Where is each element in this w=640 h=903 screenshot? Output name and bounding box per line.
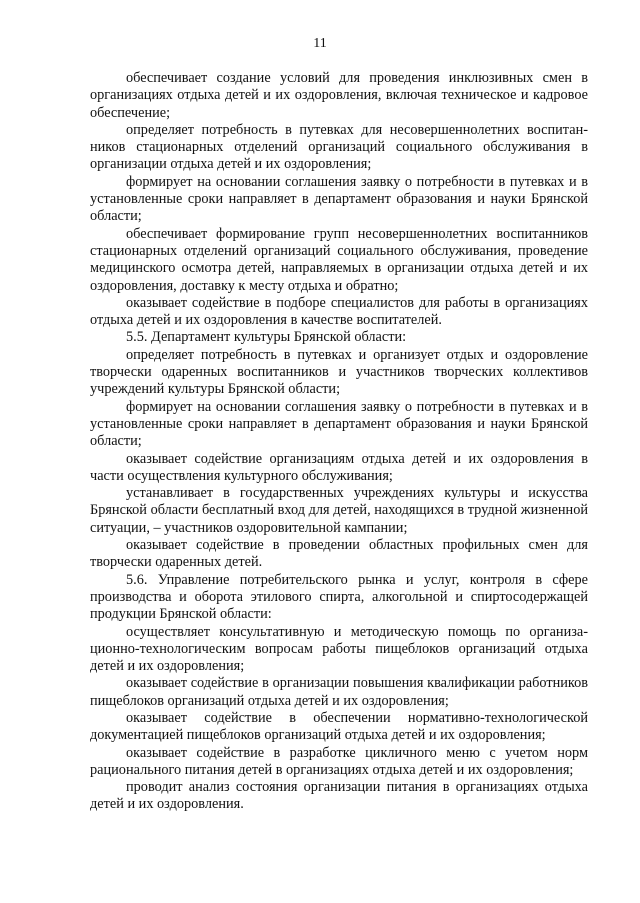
paragraph: оказывает содействие в разработке цикличного меню с учетом норм рационального питания детей в организациях отдыха детей и их оздоровления; — [90, 744, 588, 778]
paragraph: оказывает содействие в подборе специалистов для работы в организациях отдыха детей и их оздоровления в качестве воспитателей. — [90, 294, 588, 329]
document-body — [90, 70, 588, 814]
paragraph: оказывает содействие в проведении областных профильных смен для творчески одаренных детей. — [90, 537, 588, 571]
paragraph: оказывает содействие в обеспечении нормативно-технологической документацией пищеблоков организаций отдыха детей и их оздоровления; — [90, 709, 588, 744]
paragraph: обеспечивает создание условий для проведения инклюзивных смен в организациях отдыха детей и их оздоровления, включая техническое и кадровое обеспечение; — [90, 70, 588, 121]
paragraph: осуществляет консультативную и методическую помощь по организационно-технологическим вопросам работы пищеблоков организаций отдыха детей и их оздоровления; — [90, 623, 588, 675]
paragraph: проводит анализ состояния организации питания в организациях отдыха детей и их оздоровления. — [90, 779, 588, 813]
paragraph: определяет потребность в путевках для несовершеннолетних воспитанников стационарных отделений организаций социального обслуживания в организации отдыха детей и их оздоровления; — [90, 121, 588, 173]
paragraph: формирует на основании соглашения заявку о потребности в путевках и в установленные сроки направляет в департамент образования и науки Брянской области; — [90, 398, 588, 450]
paragraph: определяет потребность в путевках и организует отдых и оздоровление творчески одаренных воспитанников и участников творческих коллективов учреждений культуры Брянской области; — [90, 346, 588, 398]
section-heading-5-5: 5.5. Департамент культуры Брянской области: — [126, 329, 407, 346]
paragraph: устанавливает в государственных учреждениях культуры и искусства Брянской области бесплатный вход для детей, находящихся в трудной жизненной ситуации, – участников оздоровительной кампании; — [90, 485, 588, 536]
paragraph: оказывает содействие в организации повышения квалификации работников пищеблоков организаций отдыха детей и их оздоровления; — [90, 675, 588, 709]
page-number: 11 — [313, 36, 327, 51]
paragraph: оказывает содействие организациям отдыха детей и их оздоровления в части осуществления культурного обслуживания; — [90, 450, 588, 484]
paragraph: обеспечивает формирование групп несовершеннолетних воспитанников стационарных отделений организаций социального обслуживания, проведение медицинского осмотра детей, направляемых в организации отдыха детей и их оздоровления, доставку к месту отдыха и обратно; — [90, 225, 588, 294]
section-heading-5-6: 5.6. Управление потребительского рынка и услуг, контроля в сфере производства и оборота этилового спирта, алкогольной и спиртосодержащей продукции Брянской области: — [90, 571, 588, 623]
paragraph: формирует на основании соглашения заявку о потребности в путевках и в установленные сроки направляет в департамент образования и науки Брянской области; — [90, 173, 588, 225]
